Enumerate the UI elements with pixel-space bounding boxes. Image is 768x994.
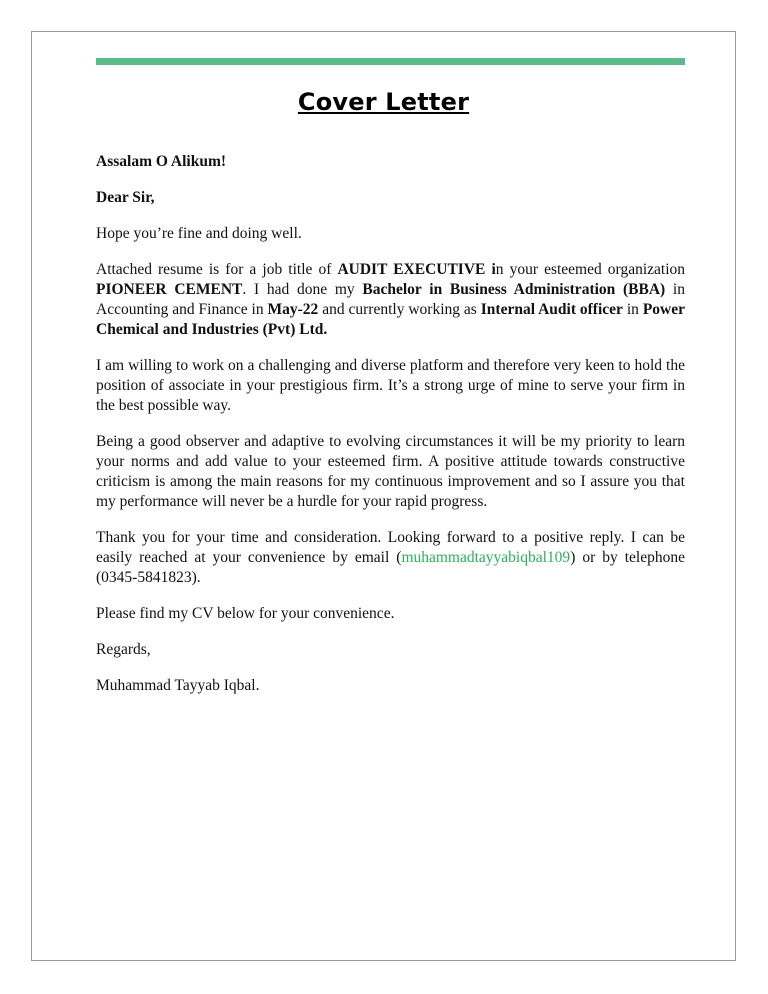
paragraph-contact: Thank you for your time and consideration. Looking forward to a positive reply. I can be easily reached at your convenience by email (muhammadtayyabiqbal109) or by telephone (0345-5841823). [96,529,685,586]
letter-body [96,152,685,712]
paragraph-qualities: Being a good observer and adaptive to evolving circumstances it will be my priority to learn your norms and add value to your esteemed firm. A positive attitude towards constructive criticism is among the main reasons for my continuous improvement and so I assure you that my performance will never be a hurdle for your rapid progress. [96,433,685,510]
document-page [31,31,736,961]
email-link[interactable]: muhammadtayyabiqbal109 [401,549,571,566]
greeting: Assalam O Alikum! [96,153,227,170]
page-title: Cover Letter [297,88,470,116]
header-rule [96,58,685,65]
paragraph-intro: Hope you’re fine and doing well. [96,225,302,242]
closing: Regards, [96,641,151,658]
paragraph-motivation: I am willing to work on a challenging and diverse platform and therefore very keen to hold the position of associate in your prestigious firm. It’s a strong urge of mine to serve your firm in the best possible way. [96,357,685,414]
signature: Muhammad Tayyab Iqbal. [96,677,260,694]
paragraph-job-details: Attached resume is for a job title of AUDIT EXECUTIVE in your esteemed organization PIONEER CEMENT. I had done my Bachelor in Business Administration (BBA) in Accounting and Finance in May-22 and currently working as Internal Audit officer in Power Chemical and Industries (Pvt) Ltd. [96,261,685,338]
salutation: Dear Sir, [96,189,155,206]
paragraph-cv-note: Please find my CV below for your convenience. [96,605,395,622]
